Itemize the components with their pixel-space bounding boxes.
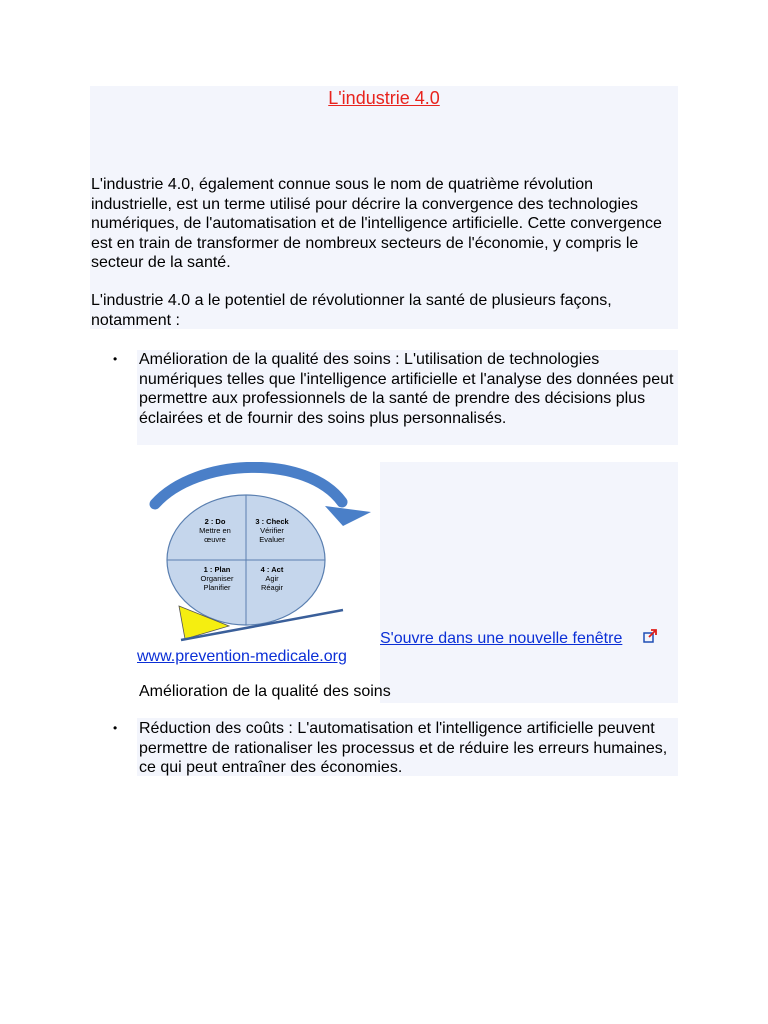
quadrant-act-line1: Agir [265,574,279,583]
potential-paragraph: L'industrie 4.0 a le potentiel de révolutionner la santé de plusieurs façons, notamment : [91,292,612,329]
quadrant-check-line2: Evaluer [259,535,285,544]
quadrant-plan-line1: Organiser [200,574,234,583]
page-title[interactable]: L'industrie 4.0 [328,88,440,108]
quadrant-do-line2: œuvre [204,535,226,544]
quadrant-plan-title: 1 : Plan [203,565,231,574]
quadrant-act-line2: Réagir [260,583,284,592]
quadrant-do-line1: Mettre en [199,526,231,535]
quadrant-check-line1: Vérifier [260,526,284,535]
bullet-marker: • [113,352,118,366]
quadrant-act-title: 4 : Act [260,565,284,574]
bullet-marker: • [113,721,118,735]
source-link[interactable]: www.prevention-medicale.org [137,648,347,665]
figure-caption: Amélioration de la qualité des soins [139,683,391,700]
open-new-window-link[interactable]: S'ouvre dans une nouvelle fenêtre [380,630,623,647]
figure-section [380,462,678,703]
arrow-head [325,506,371,526]
bullet-quality-of-care: Amélioration de la qualité des soins : L'utilisation de technologies numériques telles que l'intelligence artificielle et l'analyse des données peut permettre aux professionnels de la santé de prendre des décisions plus éclairées et de fournir des soins plus personnalisés. [139,351,674,427]
quadrant-plan-line2: Planifier [203,583,231,592]
quadrant-do-title: 2 : Do [204,517,226,526]
intro-paragraph: L'industrie 4.0, également connue sous le nom de quatrième révolution industrielle, est un terme utilisé pour décrire la convergence des technologies numériques, de l'automatisation et de l'intelligence artificielle. Cette convergence est en train de transformer de nombreux secteurs de l'économie, y compris le secteur de la santé. [91,176,662,271]
external-link-icon[interactable] [642,628,658,644]
bullet-cost-reduction: Réduction des coûts : L'automatisation et l'intelligence artificielle peuvent permettre de rationaliser les processus et de réduire les erreurs humaines, ce qui peut entraîner des économies. [139,720,668,776]
pdca-cycle-image [137,462,380,642]
pdca-diagram [137,462,380,642]
quadrant-check-title: 3 : Check [255,517,289,526]
